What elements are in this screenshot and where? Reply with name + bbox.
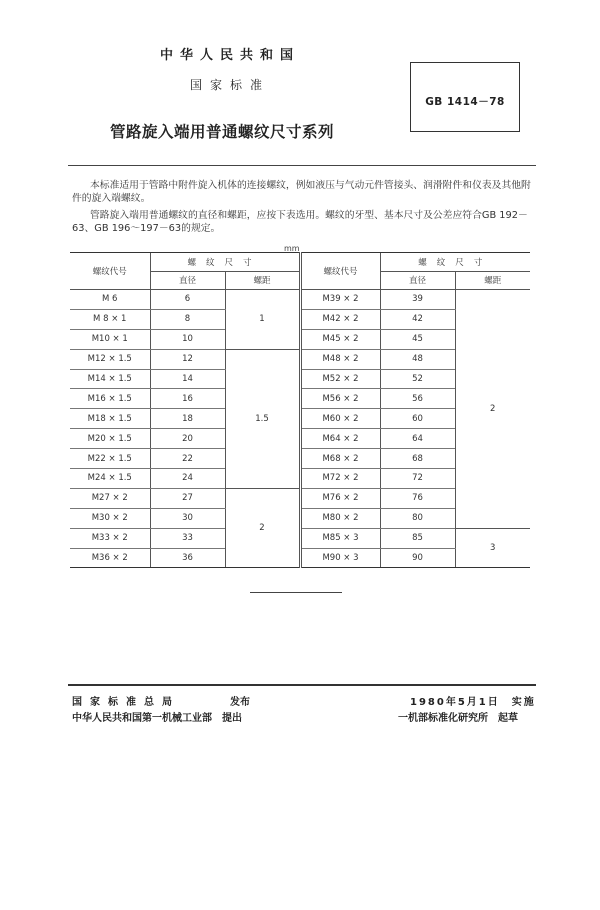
end-of-text-rule	[250, 592, 342, 593]
row-diameter: 6	[150, 290, 225, 310]
footer-issuer: 国家标准总局	[72, 697, 180, 708]
row-code: M76 × 2	[300, 488, 380, 508]
row-code: M52 × 2	[300, 369, 380, 389]
row-diameter: 80	[380, 508, 455, 528]
row-code: M85 × 3	[300, 528, 380, 548]
pitch-cell: 2	[225, 488, 300, 568]
row-diameter: 90	[380, 548, 455, 568]
row-code: M48 × 2	[300, 349, 380, 369]
row-diameter: 72	[380, 469, 455, 489]
row-code: M33 × 2	[70, 528, 150, 548]
row-diameter: 52	[380, 369, 455, 389]
row-diameter: 56	[380, 389, 455, 409]
row-diameter: 30	[150, 508, 225, 528]
row-diameter: 10	[150, 329, 225, 349]
row-diameter: 14	[150, 369, 225, 389]
row-code: M20 × 1.5	[70, 429, 150, 449]
row-diameter: 39	[380, 290, 455, 310]
row-diameter: 27	[150, 488, 225, 508]
pitch-cell: 1.5	[225, 349, 300, 488]
row-code: M12 × 1.5	[70, 349, 150, 369]
row-diameter: 16	[150, 389, 225, 409]
row-diameter: 36	[150, 548, 225, 568]
paragraph-selection: 管路旋入端用普通螺纹的直径和螺距，应按下表选用。螺纹的牙型、基本尺寸及公差应符合GB 192－63、GB 196～197－63的规定。	[72, 210, 528, 234]
row-code: M10 × 1	[70, 329, 150, 349]
row-code: M 6	[70, 290, 150, 310]
footer-issued: 发布	[230, 697, 250, 708]
row-code: M45 × 2	[300, 329, 380, 349]
document-title: 管路旋入端用普通螺纹尺寸系列	[110, 123, 335, 141]
footer-drafter: 一机部标准化研究所 起草	[398, 713, 518, 724]
pitch-cell: 1	[225, 290, 300, 350]
row-diameter: 12	[150, 349, 225, 369]
row-code: M39 × 2	[300, 290, 380, 310]
row-code: M16 × 1.5	[70, 389, 150, 409]
col-header-diameter-left: 直径	[150, 271, 225, 290]
pitch-cell: 2	[455, 290, 530, 529]
footer-effective-date: 1980年5月1日 实施	[410, 697, 536, 708]
row-diameter: 24	[150, 469, 225, 489]
row-code: M68 × 2	[300, 449, 380, 469]
row-code: M72 × 2	[300, 469, 380, 489]
pitch-cell: 3	[455, 528, 530, 568]
col-header-code-right: 螺纹代号	[300, 253, 380, 290]
row-code: M 8 × 1	[70, 309, 150, 329]
row-code: M64 × 2	[300, 429, 380, 449]
row-diameter: 20	[150, 429, 225, 449]
row-code: M14 × 1.5	[70, 369, 150, 389]
row-diameter: 18	[150, 409, 225, 429]
row-code: M18 × 1.5	[70, 409, 150, 429]
col-header-code-left: 螺纹代号	[70, 253, 150, 290]
row-code: M80 × 2	[300, 508, 380, 528]
row-diameter: 85	[380, 528, 455, 548]
row-code: M30 × 2	[70, 508, 150, 528]
row-diameter: 60	[380, 409, 455, 429]
row-code: M56 × 2	[300, 389, 380, 409]
col-header-diameter-right: 直径	[380, 271, 455, 290]
standard-type: 国家标准	[189, 78, 270, 92]
col-header-group-right: 螺纹尺寸	[380, 253, 530, 272]
paragraph-scope: 本标准适用于管路中附件旋入机体的连接螺纹，例如液压与气动元件管接头、润滑附件和仪表及其他附件的旋入端螺纹。	[72, 180, 531, 204]
row-diameter: 8	[150, 309, 225, 329]
footer-divider	[68, 684, 536, 686]
row-diameter: 45	[380, 329, 455, 349]
standard-number: GB 1414－78	[425, 96, 505, 108]
col-header-pitch-right: 螺距	[455, 271, 530, 290]
col-header-group-left: 螺纹尺寸	[150, 253, 300, 272]
row-code: M22 × 1.5	[70, 449, 150, 469]
row-code: M27 × 2	[70, 488, 150, 508]
row-diameter: 64	[380, 429, 455, 449]
table-unit: mm	[284, 244, 300, 253]
col-header-pitch-left: 螺距	[225, 271, 300, 290]
thread-size-table	[70, 252, 530, 568]
row-diameter: 76	[380, 488, 455, 508]
row-code: M24 × 1.5	[70, 469, 150, 489]
row-diameter: 42	[380, 309, 455, 329]
row-diameter: 48	[380, 349, 455, 369]
row-diameter: 33	[150, 528, 225, 548]
row-diameter: 68	[380, 449, 455, 469]
row-code: M36 × 2	[70, 548, 150, 568]
row-code: M60 × 2	[300, 409, 380, 429]
header-divider	[68, 165, 536, 166]
footer-proposer: 中华人民共和国第一机械工业部 提出	[72, 713, 242, 724]
row-code: M90 × 3	[300, 548, 380, 568]
row-diameter: 22	[150, 449, 225, 469]
row-code: M42 × 2	[300, 309, 380, 329]
country-name: 中华人民共和国	[159, 48, 300, 63]
